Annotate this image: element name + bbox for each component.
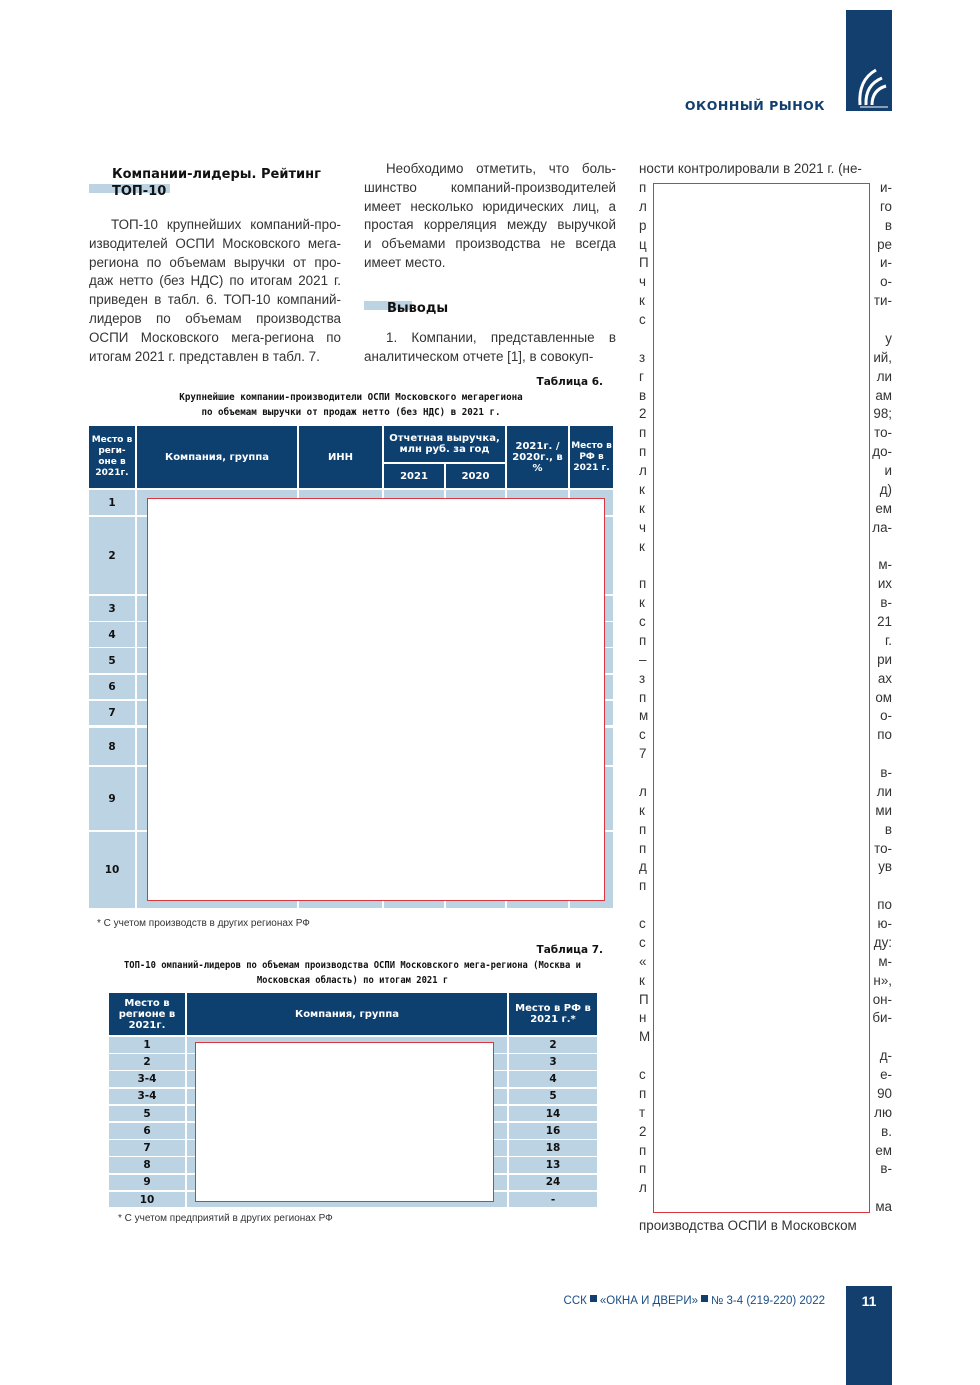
text-fragment: М bbox=[639, 1029, 651, 1045]
title-line: по объемам выручки от продаж нетто (без НДС) в 2021 г. bbox=[201, 407, 501, 418]
rf-place-cell: - bbox=[509, 1192, 597, 1208]
text-fragment: д) bbox=[879, 481, 892, 497]
text-fragment: л bbox=[639, 198, 647, 214]
title-line: Крупнейшие компании-производители ОСПИ Московского мегарегиона bbox=[179, 392, 523, 403]
header-rf-place: Место в РФ в 2021 г. bbox=[570, 426, 613, 488]
square-bullet-icon bbox=[590, 1295, 597, 1302]
text-fragment: л bbox=[639, 1180, 647, 1196]
text-fragment: п bbox=[639, 1142, 647, 1158]
header-inn: ИНН bbox=[299, 426, 382, 488]
title-line: ТОП-10 омпаний-лидеров по объемам производства ОСПИ Московского мега-региона (Москва и bbox=[123, 960, 581, 971]
text-fragment: ий, bbox=[873, 349, 892, 365]
text-fragment: ч bbox=[639, 519, 646, 535]
heading-line: Компании-лидеры. Рейтинг bbox=[112, 167, 321, 182]
text-line: приведен в табл. 6. ТОП-10 компаний- bbox=[89, 292, 341, 308]
place-cell: 8 bbox=[109, 1157, 185, 1173]
place-cell: 1 bbox=[109, 1037, 185, 1053]
text-line: имеет место. bbox=[364, 254, 446, 270]
place-cell: 9 bbox=[89, 767, 135, 830]
text-fragment: би- bbox=[872, 1010, 892, 1026]
header-2021: 2021 bbox=[384, 464, 444, 488]
text-fragment: с bbox=[639, 312, 646, 327]
text-fragment: в- bbox=[880, 1161, 892, 1177]
text-fragment: ли bbox=[876, 783, 892, 799]
text-fragment: к bbox=[639, 802, 645, 818]
text-line: простая корреляция между выручкой bbox=[364, 217, 616, 233]
text-fragment: л bbox=[639, 463, 647, 478]
text-fragment: ем bbox=[875, 1142, 892, 1158]
section-title: ОКОННЫЙ РЫНОК bbox=[684, 98, 825, 113]
text-fragment: к bbox=[639, 293, 645, 309]
conclusions-paragraph bbox=[364, 329, 616, 367]
text-fragment: ду: bbox=[873, 934, 892, 950]
text-fragment: ц bbox=[639, 236, 647, 252]
text-fragment: с bbox=[639, 727, 646, 743]
text-fragment: ем bbox=[875, 500, 892, 516]
place-cell: 7 bbox=[89, 701, 135, 725]
text-fragment: о- bbox=[880, 274, 892, 290]
title-line: Московская область) по итогам 2021 г bbox=[256, 975, 449, 986]
text-fragment: ч bbox=[639, 274, 646, 290]
place-cell: 1 bbox=[89, 490, 135, 515]
text-fragment: т bbox=[639, 1104, 646, 1120]
text-fragment: то- bbox=[874, 840, 892, 856]
text-fragment: п bbox=[639, 689, 647, 705]
text-fragment: м- bbox=[878, 557, 892, 573]
header-company: Компания, группа bbox=[137, 426, 297, 488]
text-fragment: л bbox=[639, 783, 647, 799]
place-cell: 6 bbox=[89, 675, 135, 699]
header-place: Место в реги-оне в 2021г. bbox=[89, 426, 135, 488]
place-cell: 9 bbox=[109, 1175, 185, 1191]
text-fragment: п bbox=[639, 1085, 647, 1101]
text-line: ОСПИ Московского мега-региона по bbox=[89, 329, 341, 345]
text-fragment: то- bbox=[874, 425, 892, 441]
text-fragment: в- bbox=[880, 595, 892, 611]
text-fragment: ма bbox=[875, 1199, 892, 1215]
place-cell: 10 bbox=[89, 832, 135, 908]
table-title bbox=[110, 390, 592, 420]
text-fragment: и- bbox=[880, 255, 892, 271]
text-fragment: с bbox=[639, 934, 646, 950]
text-fragment: п bbox=[639, 425, 647, 441]
text-fragment: п bbox=[639, 444, 647, 460]
text-fragment: к bbox=[639, 972, 645, 988]
text-fragment: м- bbox=[878, 953, 892, 969]
text-fragment: ре bbox=[877, 236, 892, 252]
text-fragment: с bbox=[639, 614, 646, 629]
header-rf-place: Место в РФ в 2021 г.* bbox=[509, 993, 597, 1035]
text-fragment: п bbox=[639, 821, 647, 837]
text-fragment: ам bbox=[875, 387, 892, 403]
text-fragment: к bbox=[639, 595, 645, 611]
text-fragment: го bbox=[879, 198, 892, 214]
text-fragment: д- bbox=[879, 1048, 892, 1064]
text-line: изводителей ОСПИ Московского мега- bbox=[89, 235, 341, 251]
text-fragment: ти- bbox=[873, 293, 892, 309]
text-fragment: з bbox=[639, 349, 646, 365]
text-line: имеет несколько юридических лиц, а bbox=[364, 198, 616, 214]
text-fragment: ри bbox=[877, 651, 892, 667]
footer-magazine: «ОКНА И ДВЕРИ» bbox=[599, 1295, 698, 1307]
place-cell: 3 bbox=[89, 596, 135, 621]
text-fragment: он- bbox=[872, 991, 892, 1007]
text-fragment: 98; bbox=[873, 406, 892, 422]
text-line: Необходимо отметить, что боль- bbox=[386, 161, 616, 176]
text-fragment: ности контролировали в 2021 г. (не- bbox=[639, 161, 862, 176]
text-fragment: 21 bbox=[877, 614, 892, 629]
text-line: даж нетто (без НДС) по итогам 2021 г. bbox=[89, 273, 341, 289]
rf-place-cell: 4 bbox=[509, 1071, 597, 1087]
text-line: региона по объемам выручки от про- bbox=[89, 254, 341, 270]
text-fragment: ла- bbox=[872, 519, 892, 535]
text-fragment: с bbox=[639, 916, 646, 931]
text-line: аналитическом отчете [1], в совокуп- bbox=[364, 348, 594, 364]
place-cell: 6 bbox=[109, 1123, 185, 1139]
text-fragment: п bbox=[639, 1161, 647, 1177]
text-fragment: и bbox=[884, 463, 892, 478]
text-fragment: ли bbox=[876, 368, 892, 384]
text-fragment: м bbox=[639, 708, 649, 724]
header-place: Место в регионе в 2021г. bbox=[109, 993, 185, 1035]
text-line: лидеров по объемам производства bbox=[89, 310, 341, 326]
text-fragment: их bbox=[877, 576, 892, 592]
rf-place-cell: 2 bbox=[509, 1037, 597, 1053]
rf-place-cell: 3 bbox=[509, 1054, 597, 1070]
text-fragment: 7 bbox=[639, 746, 647, 762]
left-paragraph bbox=[89, 216, 341, 366]
text-fragment: г bbox=[639, 368, 644, 384]
rf-place-cell: 16 bbox=[509, 1123, 597, 1139]
text-fragment: в bbox=[884, 821, 892, 837]
text-fragment: 2 bbox=[639, 406, 647, 422]
text-fragment: – bbox=[639, 651, 647, 667]
text-fragment: н bbox=[639, 1010, 647, 1026]
text-line: шинство компаний-производителей bbox=[364, 179, 616, 195]
text-fragment: ах bbox=[877, 670, 892, 686]
footer-publication bbox=[480, 1295, 825, 1307]
text-fragment: е- bbox=[880, 1067, 892, 1082]
header-revenue: Отчетная выручка, млн руб. за год bbox=[384, 426, 505, 462]
conclusions-heading: Выводы bbox=[387, 301, 449, 316]
brand-logo bbox=[846, 10, 892, 111]
text-fragment: в bbox=[884, 217, 892, 233]
text-fragment: П bbox=[639, 991, 649, 1007]
rf-place-cell: 14 bbox=[509, 1106, 597, 1122]
text-fragment: 90 bbox=[877, 1085, 892, 1101]
redacted-region bbox=[653, 183, 870, 1213]
text-fragment: д bbox=[639, 859, 647, 875]
text-line: ТОП-10 крупнейших компаний-про- bbox=[111, 217, 341, 232]
text-line bbox=[639, 160, 892, 179]
table-footnote: * С учетом предприятий в других регионах РФ bbox=[118, 1213, 333, 1224]
text-fragment: ом bbox=[875, 689, 892, 705]
text-fragment: до- bbox=[872, 444, 892, 460]
text-fragment: п bbox=[639, 840, 647, 856]
text-fragment: о- bbox=[880, 708, 892, 724]
table-number: Таблица 7. bbox=[536, 944, 603, 956]
text-fragment: п bbox=[639, 576, 647, 592]
rf-place-cell: 5 bbox=[509, 1089, 597, 1105]
text-line: 1. Компании, представленные в bbox=[386, 330, 616, 345]
section-heading bbox=[112, 166, 321, 200]
text-fragment: П bbox=[639, 255, 649, 271]
place-cell: 2 bbox=[89, 517, 135, 594]
place-cell: 4 bbox=[89, 622, 135, 647]
place-cell: 10 bbox=[109, 1192, 185, 1208]
text-fragment: по bbox=[877, 897, 892, 913]
place-cell: 5 bbox=[89, 648, 135, 673]
text-fragment: г. bbox=[885, 632, 892, 648]
text-fragment: з bbox=[639, 670, 646, 686]
square-bullet-icon bbox=[701, 1295, 708, 1302]
text-fragment: п bbox=[639, 632, 647, 648]
text-fragment: в- bbox=[880, 765, 892, 780]
text-line: и объемами производства не всегда bbox=[364, 236, 616, 252]
middle-paragraph bbox=[364, 160, 616, 273]
text-fragment: в bbox=[639, 387, 647, 403]
table-number: Таблица 6. bbox=[536, 376, 603, 388]
rf-place-cell: 13 bbox=[509, 1157, 597, 1173]
place-cell: 2 bbox=[109, 1054, 185, 1070]
text-fragment: п bbox=[639, 878, 647, 894]
text-fragment: « bbox=[639, 953, 647, 969]
text-fragment: в. bbox=[881, 1123, 892, 1139]
header-ratio: 2021г. / 2020г., в % bbox=[507, 426, 568, 488]
text-fragment: к bbox=[639, 538, 645, 554]
text-fragment: к bbox=[639, 500, 645, 516]
rf-place-cell: 18 bbox=[509, 1140, 597, 1156]
place-cell: 8 bbox=[89, 728, 135, 765]
text-fragment: и- bbox=[880, 179, 892, 195]
header-company: Компания, группа bbox=[187, 993, 507, 1035]
heading-line: ТОП-10 bbox=[112, 184, 167, 199]
text-fragment: к bbox=[639, 481, 645, 497]
table-title bbox=[116, 958, 590, 988]
text-fragment: по bbox=[877, 727, 892, 743]
redacted-region bbox=[147, 498, 605, 901]
text-fragment: п bbox=[639, 179, 647, 195]
footer-issue: № 3-4 (219-220) 2022 bbox=[711, 1295, 825, 1307]
text-line bbox=[639, 1217, 892, 1236]
text-fragment: производства ОСПИ в Московском bbox=[639, 1218, 857, 1233]
page-number: 11 bbox=[846, 1286, 892, 1385]
table-footnote: * С учетом производств в других регионах РФ bbox=[97, 918, 310, 929]
text-fragment: с bbox=[639, 1067, 646, 1082]
text-fragment: ми bbox=[875, 802, 892, 818]
text-fragment: лю bbox=[874, 1104, 892, 1120]
redacted-region bbox=[195, 1042, 494, 1202]
place-cell: 3-4 bbox=[109, 1089, 185, 1105]
place-cell: 7 bbox=[109, 1140, 185, 1156]
text-fragment: 2 bbox=[639, 1123, 647, 1139]
place-cell: 5 bbox=[109, 1106, 185, 1122]
footer-publisher: ССК bbox=[563, 1295, 587, 1307]
text-line: итогам 2021 г. представлен в табл. 7. bbox=[89, 348, 320, 364]
rf-place-cell: 24 bbox=[509, 1175, 597, 1191]
text-fragment: ув bbox=[878, 859, 892, 875]
logo-arcs-icon bbox=[846, 10, 892, 111]
text-fragment: н», bbox=[873, 972, 892, 988]
header-2020: 2020 bbox=[446, 464, 505, 488]
place-cell: 3-4 bbox=[109, 1071, 185, 1087]
text-fragment: р bbox=[639, 217, 647, 233]
text-fragment: ю- bbox=[877, 916, 892, 931]
text-fragment: у bbox=[885, 330, 892, 346]
